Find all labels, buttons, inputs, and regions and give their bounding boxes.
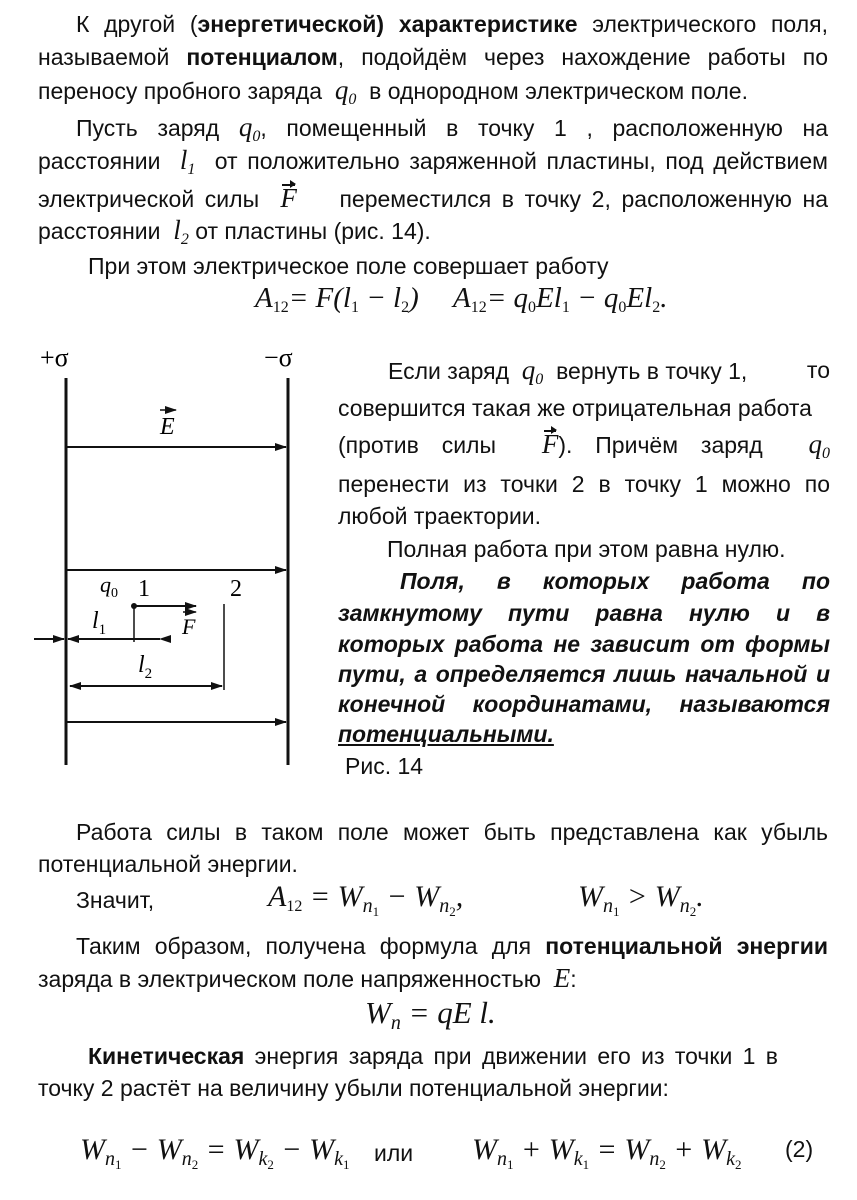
para2-line1: Пусть заряд $q_0$, помещенный в точку 1 , расположенную на [76,112,828,145]
point-2-label: 2 [230,576,242,602]
formula-work-energy: $A_{12} = W_{n1} - W_{n2}$, [268,880,464,919]
equation-number: (2) [785,1136,814,1162]
point-1-label: 1 [138,576,150,602]
znachit-label: Значит, [76,887,155,913]
side-line4: перенести из точки 2 в точку 1 можно по [338,471,830,497]
side-line1: Если заряд $q_0$ вернуть в точку 1, то [388,355,830,388]
para1-line3: переносу пробного заряда $q_0$ в однородном электрическом поле. [38,75,748,108]
side-line2: совершится такая же отрицательная работа [338,395,812,421]
minus-sigma-label: −σ [264,343,293,372]
definition-term: потенциальными. [338,721,554,747]
e-label: E [160,414,175,440]
formula-energy-balance-left: $W_{n1} - W_{n2} = W_{k2} - W_{k1}$ [80,1133,350,1172]
plus-sigma-label: +σ [40,343,69,372]
formula-energy-compare: $W_{n1} > W_{n2}$. [578,880,704,919]
para6-line2: точку 2 растёт на величину убыли потенциальной энергии: [38,1075,669,1101]
definition-line4: пути, а определяется лишь начальной и [338,661,830,687]
definition-line1: Поля, в которых работа по [400,568,830,594]
l1-label: $l_1$ [92,608,107,638]
side-line3: (против силы F). Причём заряд $q_0$ [338,429,830,462]
figure-14 [0,330,340,790]
formula-work-charge: $A_{12}= q_0El_1 - q_0El_2$. [453,282,668,316]
side-line6: Полная работа при этом равна нулю. [387,536,786,562]
q0-label: $q_0$ [100,572,118,601]
para5-line1: Таким образом, получена формула для потенциальной энергии [76,933,829,959]
side-line5: любой траектории. [338,503,542,529]
definition-line5: конечной координатами, называются [338,691,830,717]
para6-line1: Кинетическая энергия заряда при движении его из точки 1 в [88,1043,778,1069]
para5-line2: заряда в электрическом поле напряженностью E: [38,963,577,993]
definition-line3: которых работа не зависит от формы [338,631,830,657]
f-label: F [182,614,196,639]
para4-line2: потенциальной энергии. [38,851,298,877]
para2-line3: электрической силы F переместился в точку 2, расположенную на [38,183,828,213]
l2-label: $l_2$ [138,652,153,682]
para2-line2: расстоянии $l_1$ от положительно заряженной пластины, под действием [38,145,828,178]
figure-caption: Рис. 14 [345,753,424,779]
para1-line2: называемой потенциалом, подойдём через нахождение работы по [38,44,829,70]
ili-word: или [374,1140,414,1166]
formula-potential-energy: Wn = qE l. [365,995,496,1034]
para2-line4: расстоянии $l_2$ от пластины (рис. 14). [38,215,431,248]
para1-line1: К другой (энергетической) характеристике электрического поля, [76,11,828,37]
para3: При этом электрическое поле совершает работу [88,253,609,279]
para4-line1: Работа силы в таком поле может быть представлена как убыль [76,819,828,845]
formula-energy-balance-right: $W_{n1} + W_{k1} = W_{n2} + W_{k2}$ [472,1133,742,1172]
definition-line2: замкнутому пути равна нулю и в [338,600,830,626]
formula-work-force: $A_{12}= F(l_1 - l_2)$ [255,282,419,316]
